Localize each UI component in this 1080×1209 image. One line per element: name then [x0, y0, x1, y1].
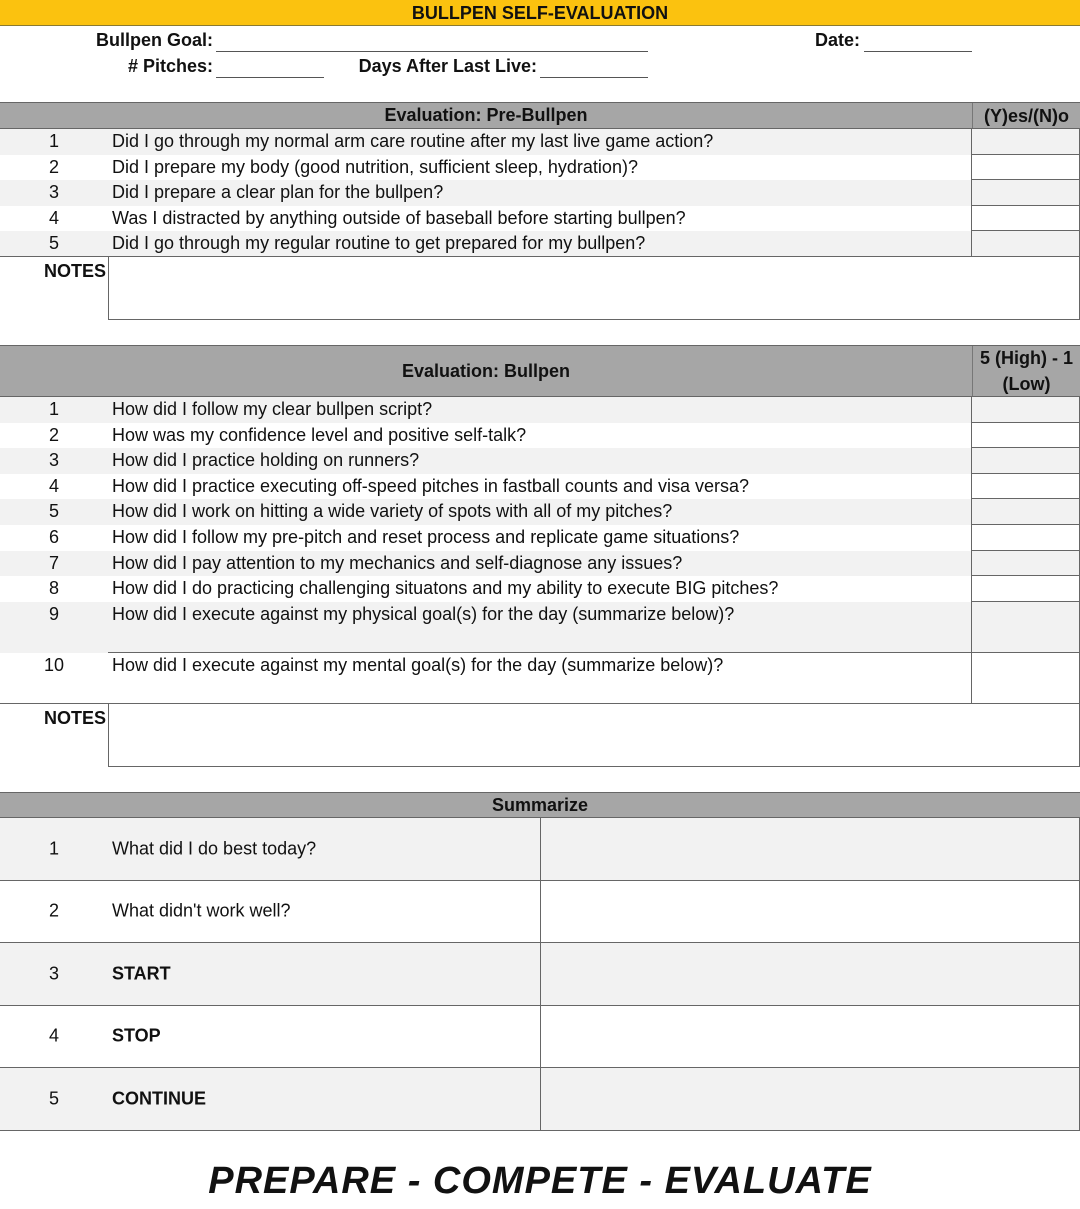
- prompt-text: What didn't work well?: [112, 900, 291, 921]
- pre-bullpen-row: [0, 155, 1080, 181]
- rating-box[interactable]: [971, 448, 1080, 474]
- bullpen-row: [0, 602, 1080, 653]
- question-text: How did I execute against my mental goal(s) for the day (summarize below)?: [112, 654, 724, 675]
- question-text: How did I practice holding on runners?: [112, 450, 420, 471]
- question-text: How did I work on hitting a wide variety of spots with all of my pitches?: [112, 501, 673, 522]
- days-after-live-field[interactable]: [540, 54, 648, 78]
- answer-area[interactable]: [540, 943, 1080, 1006]
- date-field[interactable]: [864, 28, 972, 52]
- answer-box[interactable]: [971, 129, 1080, 155]
- prompt-text: STOP: [112, 1025, 161, 1046]
- pre-bullpen-header: [0, 102, 1080, 129]
- row-number: 7: [48, 552, 59, 573]
- row-number: 1: [48, 399, 59, 419]
- bullpen-row: [0, 525, 1080, 551]
- bullpen-title: Evaluation: Bullpen: [401, 360, 570, 381]
- row-number: 2: [48, 900, 59, 921]
- rating-box[interactable]: [971, 525, 1080, 551]
- form-title: BULLPEN SELF-EVALUATION: [0, 0, 1080, 26]
- row-number: 3: [48, 182, 59, 203]
- question-text: Did I prepare a clear plan for the bullpen?: [112, 182, 444, 203]
- bullpen-goal-label: Bullpen Goal:: [96, 30, 213, 50]
- answer-box[interactable]: [971, 180, 1080, 206]
- question-text: How did I execute against my physical goal(s) for the day (summarize below)?: [112, 603, 735, 624]
- rating-column-line2: (Low): [1002, 374, 1051, 394]
- answer-area[interactable]: [540, 1068, 1080, 1131]
- bullpen-row: [0, 551, 1080, 577]
- question-text: How did I practice executing off-speed pitches in fastball counts and visa versa?: [112, 475, 750, 496]
- rating-box[interactable]: [971, 499, 1080, 525]
- question-text: How did I do practicing challenging situatons and my ability to execute BIG pitches?: [112, 578, 779, 599]
- question-text: How did I pay attention to my mechanics and self-diagnose any issues?: [112, 552, 683, 573]
- yes-no-column-header: (Y)es/(N)o: [972, 103, 1080, 128]
- days-after-live-label: Days After Last Live:: [358, 56, 537, 76]
- answer-box[interactable]: [971, 155, 1080, 181]
- bullpen-row: [0, 653, 1080, 704]
- bullpen-notes: [0, 704, 1080, 767]
- question-text: Did I go through my normal arm care routine after my last live game action?: [112, 131, 714, 151]
- bullpen-row: [0, 576, 1080, 602]
- row-number: 6: [48, 526, 59, 547]
- bullpen-row: [0, 474, 1080, 500]
- answer-box[interactable]: [971, 206, 1080, 232]
- question-text: How did I follow my clear bullpen script?: [112, 399, 433, 419]
- row-number: 8: [48, 578, 59, 599]
- answer-area[interactable]: [540, 818, 1080, 881]
- rating-box[interactable]: [971, 397, 1080, 423]
- row-number: 10: [43, 654, 65, 675]
- pre-bullpen-title: Evaluation: Pre-Bullpen: [384, 105, 588, 125]
- pitches-field[interactable]: [216, 54, 324, 78]
- question-text: Did I go through my regular routine to get prepared for my bullpen?: [112, 233, 646, 254]
- rating-box[interactable]: [971, 474, 1080, 500]
- row-number: 2: [48, 424, 59, 445]
- prompt-text: CONTINUE: [112, 1088, 206, 1109]
- pre-bullpen-row: [0, 180, 1080, 206]
- rating-box[interactable]: [971, 423, 1080, 449]
- summarize-row: [0, 818, 1080, 881]
- summarize-row: [0, 1006, 1080, 1069]
- pre-bullpen-row: [0, 231, 1080, 257]
- bullpen-header: [0, 345, 1080, 397]
- bullpen-row: [0, 397, 1080, 423]
- prompt-text: START: [112, 963, 171, 984]
- row-number: 2: [48, 156, 59, 177]
- notes-area[interactable]: [108, 257, 1080, 320]
- row-number: 5: [48, 501, 59, 522]
- rating-box[interactable]: [971, 576, 1080, 602]
- rating-box[interactable]: [971, 653, 1080, 703]
- rating-box[interactable]: [971, 551, 1080, 577]
- summarize-row: [0, 943, 1080, 1006]
- rating-column-header: [972, 346, 1080, 396]
- date-label: Date:: [814, 30, 860, 50]
- row-number: 5: [48, 1088, 59, 1109]
- rating-box[interactable]: [971, 602, 1080, 653]
- answer-area[interactable]: [540, 881, 1080, 944]
- row-number: 4: [48, 207, 59, 228]
- question-text: How did I follow my pre-pitch and reset process and replicate game situations?: [112, 526, 740, 547]
- row-number: 3: [48, 450, 59, 471]
- bullpen-goal-field[interactable]: [216, 28, 648, 52]
- row-number: 1: [48, 838, 59, 859]
- answer-box[interactable]: [971, 231, 1080, 256]
- summarize-title: Summarize: [491, 794, 589, 815]
- summarize-section: [0, 792, 1080, 1131]
- row-number: 4: [48, 1025, 59, 1046]
- pitches-label: # Pitches:: [127, 56, 213, 76]
- row-number: 9: [48, 603, 59, 624]
- summarize-header: [0, 792, 1080, 818]
- prompt-text: What did I do best today?: [112, 838, 317, 859]
- pre-bullpen-row: [0, 206, 1080, 232]
- notes-area[interactable]: [108, 704, 1080, 767]
- bullpen-row: [0, 448, 1080, 474]
- question-text: How was my confidence level and positive self-talk?: [112, 424, 527, 445]
- notes-label: NOTES: [43, 260, 106, 281]
- pre-bullpen-row: [0, 129, 1080, 155]
- answer-area[interactable]: [540, 1006, 1080, 1069]
- bullpen-section: [0, 345, 1080, 767]
- motto: PREPARE - COMPETE - EVALUATE: [208, 1160, 872, 1202]
- pre-bullpen-notes: [0, 257, 1080, 320]
- bullpen-row: [0, 499, 1080, 525]
- question-text: Did I prepare my body (good nutrition, sufficient sleep, hydration)?: [112, 156, 638, 177]
- summarize-row: [0, 881, 1080, 944]
- notes-label: NOTES: [43, 707, 106, 728]
- row-number: 3: [48, 963, 59, 984]
- row-number: 1: [48, 131, 59, 151]
- row-number: 4: [48, 475, 59, 496]
- question-text: Was I distracted by anything outside of baseball before starting bullpen?: [112, 207, 686, 228]
- pre-bullpen-section: [0, 102, 1080, 320]
- bullpen-row: [0, 423, 1080, 449]
- row-number: 5: [48, 233, 59, 254]
- rating-column-line1: 5 (High) - 1: [980, 348, 1073, 368]
- summarize-row: [0, 1068, 1080, 1131]
